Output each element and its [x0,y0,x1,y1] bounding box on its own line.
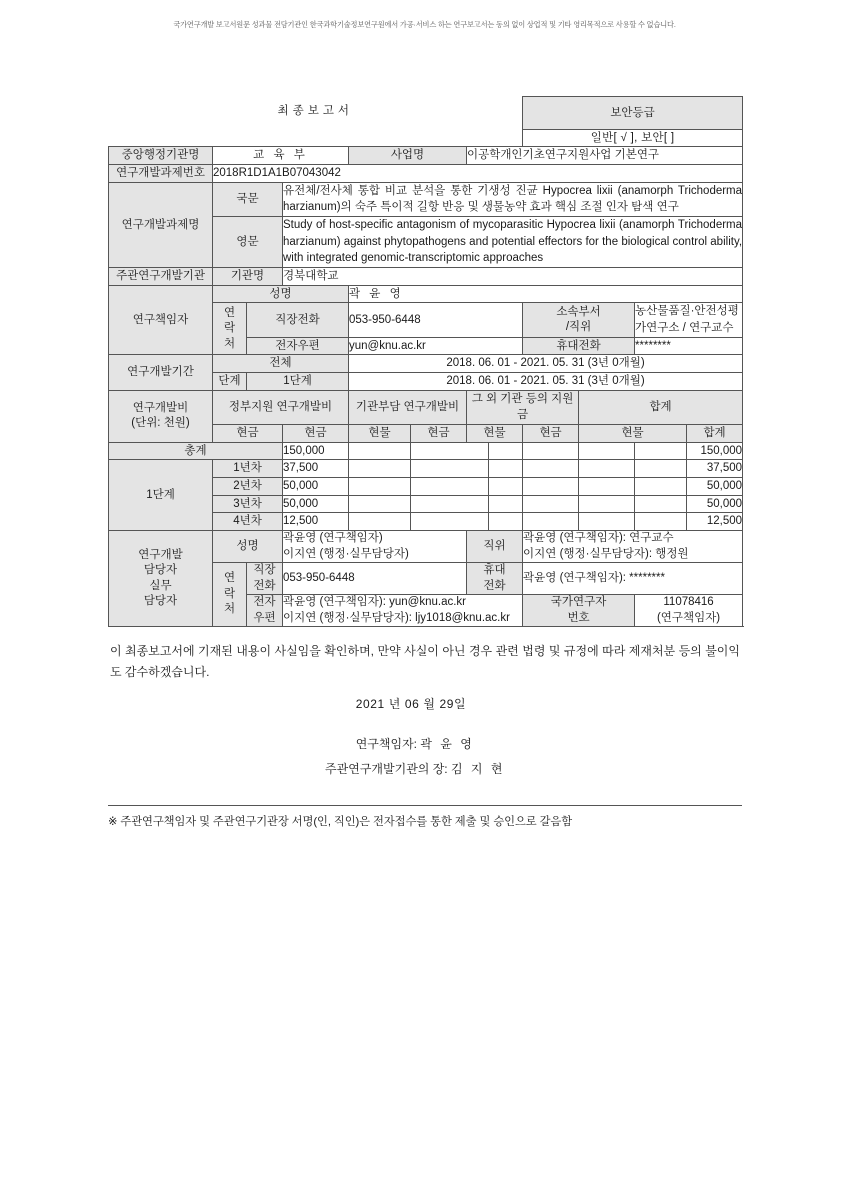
budget-year-cell-2 [411,513,489,531]
staff-section-label-line3: 실무 [149,579,172,592]
budget-year-cell-6 [635,513,687,531]
title-spacer [109,129,523,147]
budget-year-row [109,460,743,478]
org-name-value: 경북대학교 [283,268,743,286]
budget-year-cell-7: 50,000 [687,495,743,513]
budget-group-header-total: 합계 [579,390,743,424]
researcher-number: 11078416 [663,596,714,609]
final-report-form [108,96,742,829]
researcher-number-value [635,595,743,627]
pi-dept-label [523,303,635,337]
budget-total-row [109,442,743,460]
budget-year-cell-6 [635,478,687,496]
budget-total-cell-6 [635,442,687,460]
title-row [109,97,743,130]
staff-email-value [283,595,523,627]
pi-name-label: 성명 [213,285,349,303]
pi-contact-label [213,303,247,355]
security-grade-value: 일반[ √ ], 보안[ ] [523,129,743,147]
pi-contact-label-line1: 연 [223,306,236,319]
budget-year-cell-0: 50,000 [283,495,349,513]
period-stage-value: 2018. 06. 01 - 2021. 05. 31 (3년 0개월) [349,373,743,391]
page-title: 최종보고서 [277,104,354,117]
budget-year-cell-4 [523,495,579,513]
staff-contact-label-line3: 처 [223,603,236,616]
title-kr-value: 유전체/전사체 통합 비교 분석을 통한 기생성 진균 Hypocrea lixii (anamorph Trichoderma harzianum)의 숙주 특이적 길항 반응 및 생물농약 효과 핵심 조절 인자 탐색 연구 [283,182,743,216]
staff-section-label-line4: 담당자 [143,595,178,608]
pi-dept-label-line1: 소속부서 [556,305,601,318]
budget-year-label: 3년차 [213,495,283,513]
budget-year-cell-1 [349,478,411,496]
pi-contact-label-line2: 락 [223,322,236,335]
pi-signature-label: 연구책임자: [355,737,417,752]
budget-year-cell-5 [579,495,635,513]
budget-year-cell-0: 50,000 [283,478,349,496]
budget-year-cell-2 [411,478,489,496]
budget-year-cell-4 [523,478,579,496]
org-head-signature-label: 주관연구개발기관의 장: [325,762,448,777]
budget-year-cell-6 [635,460,687,478]
period-stage-name: 1단계 [247,373,349,391]
budget-year-cell-7: 12,500 [687,513,743,531]
pi-mobile-value: ******** [635,337,743,355]
footer-note: ※ 주관연구책임자 및 주관연구기관장 서명(인, 직인)은 전자접수를 통한 제출 및 승인으로 갈음함 [108,815,573,828]
budget-year-label: 4년차 [213,513,283,531]
security-grade-row [109,129,743,147]
period-total-label: 전체 [213,355,349,373]
staff-email-value-line1: 곽윤영 (연구책임자): yun@knu.ac.kr [283,596,466,609]
declaration-text: 이 최종보고서에 기재된 내용이 사실임을 확인하며, 만약 사실이 아닌 경우 관련 법령 및 규정에 따라 제재처분 등의 불이익도 감수하겠습니다. [110,644,740,680]
staff-position-value [523,531,743,563]
staff-contact-label-line2: 락 [223,587,236,600]
budget-sub-header-6: 현물 [579,425,687,443]
declaration-date: 2021 년 06 월 29일 [355,697,467,712]
pi-name-row [109,285,743,303]
pi-email-value: yun@knu.ac.kr [349,337,523,355]
budget-total-cell-1 [349,442,411,460]
budget-year-cell-4 [523,460,579,478]
budget-year-cell-3 [489,460,523,478]
staff-name-label: 성명 [213,531,283,563]
staff-email-label-line1: 전자 [253,596,276,609]
period-section-label: 연구개발기간 [109,355,213,390]
program-label: 사업명 [349,147,467,165]
budget-total-cell-3 [489,442,523,460]
budget-year-cell-5 [579,513,635,531]
budget-sub-header-1: 현금 [283,425,349,443]
budget-group-header-row [109,390,743,424]
staff-office-phone-label [247,563,283,595]
budget-year-cell-3 [489,478,523,496]
staff-name-row [109,531,743,563]
host-org-label: 주관연구개발기관 [109,268,213,286]
project-title-kr-row [109,182,743,216]
security-grade-label: 보안등급 [523,97,743,130]
pi-section-label: 연구책임자 [109,285,213,355]
period-total-row [109,355,743,373]
project-number-row [109,165,743,183]
title-en-value: Study of host-specific antagonism of mycoparasitic Hypocrea lixii (anamorph Trichoderma harzianum) against phytopathogens and potential effectors for the biological control ability, with integrated genomic-transcriptomic approaches [283,217,743,268]
budget-year-cell-5 [579,478,635,496]
staff-office-phone-value: 053-950-6448 [283,563,467,595]
budget-group-header-gov: 정부지원 연구개발비 [213,390,349,424]
pi-mobile-label: 휴대전화 [523,337,635,355]
staff-office-phone-label-line1: 직장 [253,564,276,577]
budget-year-cell-0: 12,500 [283,513,349,531]
period-stage-label: 단계 [213,373,247,391]
budget-year-cell-4 [523,513,579,531]
researcher-number-label-line1: 국가연구자 [550,596,607,609]
budget-total-cell-0: 150,000 [283,442,349,460]
staff-section-label [109,531,213,627]
researcher-number-label-line2: 번호 [567,611,590,624]
pi-office-phone-value: 053-950-6448 [349,303,523,337]
staff-position-value-line2: 이지연 (행정·실무담당자): 행정원 [523,547,689,560]
staff-email-value-line2: 이지연 (행정·실무담당자): ljy1018@knu.ac.kr [283,611,510,624]
budget-sub-header-7: 합계 [687,425,743,443]
budget-year-cell-3 [489,495,523,513]
pi-email-label: 전자우편 [247,337,349,355]
pi-name-value: 곽 윤 영 [349,285,743,303]
budget-sub-header-3: 현금 [411,425,467,443]
host-organization-row [109,268,743,286]
budget-group-header-other: 그 외 기관 등의 지원금 [467,390,579,424]
pi-contact-label-line3: 처 [223,337,236,350]
budget-year-cell-5 [579,460,635,478]
pi-office-phone-label: 직장전화 [247,303,349,337]
staff-mobile-label-line2: 전화 [483,579,506,592]
budget-year-cell-7: 50,000 [687,478,743,496]
budget-year-cell-1 [349,495,411,513]
staff-mobile-label-line1: 휴대 [483,564,506,577]
budget-total-cell-4 [523,442,579,460]
budget-sub-header-4: 현물 [467,425,523,443]
org-name-label: 기관명 [213,268,283,286]
program-value: 이공학개인기초연구지원사업 기본연구 [467,147,743,165]
staff-mobile-value: 곽윤영 (연구책임자): ******** [523,563,743,595]
project-number-value: 2018R1D1A1B07043042 [213,165,743,183]
budget-stage-label: 1단계 [109,460,213,531]
budget-unit-label: (단위: 천원) [131,417,190,430]
budget-sub-header-5: 현금 [523,425,579,443]
staff-name-value-line2: 이지연 (행정·실무담당자) [283,547,409,560]
budget-total-cell-2 [411,442,489,460]
staff-position-label: 직위 [467,531,523,563]
title-kr-label: 국문 [213,182,283,216]
title-en-label: 영문 [213,217,283,268]
staff-name-value-line1: 곽윤영 (연구책임자) [283,532,383,545]
staff-section-label-line1: 연구개발 [138,548,183,561]
budget-year-cell-7: 37,500 [687,460,743,478]
staff-name-value [283,531,467,563]
project-number-label: 연구개발과제번호 [109,165,213,183]
pi-dept-label-line2: /직위 [565,321,592,334]
budget-group-header-org: 기관부담 연구개발비 [349,390,467,424]
budget-section-title: 연구개발비 [132,401,189,414]
staff-contact-label-line1: 연 [223,572,236,585]
staff-mobile-label [467,563,523,595]
copyright-banner: 국가연구개발 보고서원문 성과물 전담기관인 한국과학기술정보연구원에서 가공·서비스 하는 연구보고서는 동의 없이 상업적 및 기타 영리목적으로 사용할 수 없습니다. [173,20,676,29]
agency-value: 교 육 부 [213,147,349,165]
budget-total-cell-5 [579,442,635,460]
budget-year-cell-2 [411,460,489,478]
budget-year-label: 2년차 [213,478,283,496]
budget-sub-header-0: 현금 [213,425,283,443]
pi-dept-value: 농산물품질·안전성평가연구소 / 연구교수 [635,303,743,337]
agency-row [109,147,743,165]
period-total-value: 2018. 06. 01 - 2021. 05. 31 (3년 0개월) [349,355,743,373]
staff-email-label-line2: 우편 [253,611,276,624]
staff-office-phone-label-line2: 전화 [253,579,276,592]
budget-section-label [109,390,213,442]
signature-block [108,732,742,782]
project-title-label: 연구개발과제명 [109,182,213,267]
staff-position-value-line1: 곽윤영 (연구책임자): 연구교수 [523,532,674,545]
budget-year-cell-3 [489,513,523,531]
budget-total-label: 총계 [109,442,283,460]
agency-label: 중앙행정기관명 [109,147,213,165]
researcher-number-label [523,595,635,627]
budget-year-cell-6 [635,495,687,513]
staff-contact-label [213,563,247,627]
researcher-number-note: (연구책임자) [656,611,721,624]
budget-year-cell-0: 37,500 [283,460,349,478]
pi-signature-name: 곽 윤 영 [420,737,475,752]
org-head-signature-line [108,757,722,782]
budget-year-cell-1 [349,513,411,531]
footer-divider [108,805,742,806]
staff-email-label [247,595,283,627]
budget-year-label: 1년차 [213,460,283,478]
budget-sub-header-2: 현물 [349,425,411,443]
budget-year-cell-1 [349,460,411,478]
staff-section-label-line2: 담당자 [143,564,178,577]
report-table [108,96,743,627]
org-head-signature-name: 김 지 현 [450,762,505,777]
pi-signature-line [108,732,722,757]
budget-year-cell-2 [411,495,489,513]
budget-total-cell-7: 150,000 [687,442,743,460]
